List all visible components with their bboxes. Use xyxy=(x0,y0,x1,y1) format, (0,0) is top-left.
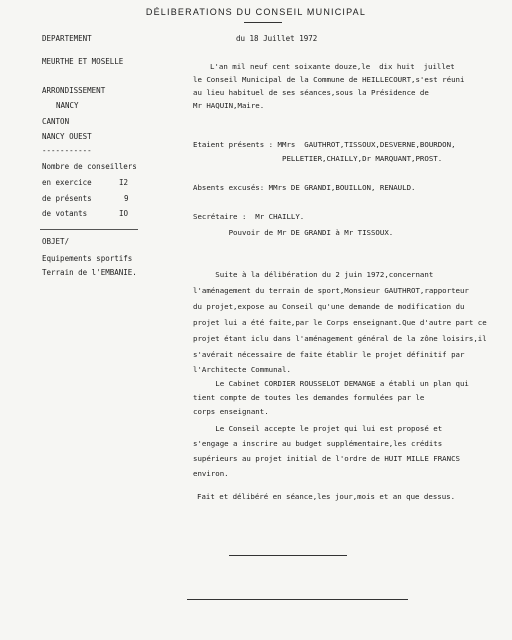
intro-line-4: Mr HAQUIN,Maire. xyxy=(193,101,265,110)
page-title: DÉLIBERATIONS DU CONSEIL MUNICIPAL xyxy=(145,7,367,17)
closing-line: Fait et délibéré en séance,les jour,mois et an que dessus. xyxy=(197,492,456,501)
sidebar-divider xyxy=(40,229,138,230)
intro-line-2: le Conseil Municipal de la Commune de HEILLECOURT,s'est réuni xyxy=(193,75,465,84)
presents-line-1: Etaient présents : MMrs GAUTHROT,TISSOUX,DESVERNE,BOURDON, xyxy=(193,140,456,149)
objet-line-2: Terrain de l'EMBANIE. xyxy=(42,268,137,277)
paragraph3-line-3: supérieurs au projet initial de l'ordre de HUIT MILLE FRANCS xyxy=(193,454,460,463)
paragraph1-line-7: l'Architecte Communal. xyxy=(193,365,291,374)
objet-label: OBJET/ xyxy=(42,237,70,246)
paragraph1-line-1: Suite à la délibération du 2 juin 1972,concernant xyxy=(193,270,434,279)
paragraph3-line-2: s'engage a inscrire au budget supplémentaire,les crédits xyxy=(193,439,443,448)
title-underline xyxy=(244,22,282,23)
intro-line-1: L'an mil neuf cent soixante douze,le dix huit juillet xyxy=(210,62,455,71)
departement-label: DEPARTEMENT xyxy=(42,34,92,43)
departement-value: MEURTHE ET MOSELLE xyxy=(42,57,124,66)
pouvoir-line: Pouvoir de Mr DE GRANDI à Mr TISSOUX. xyxy=(193,228,394,237)
paragraph3-line-4: environ. xyxy=(193,469,229,478)
arrondissement-value: NANCY xyxy=(56,101,79,110)
paragraph3-line-1: Le Conseil accepte le projet qui lui est proposé et xyxy=(193,424,443,433)
count-label-exercice: en exercice xyxy=(42,178,92,187)
separator: ----------- xyxy=(42,146,92,155)
presents-line-2: PELLETIER,CHAILLY,Dr MARQUANT,PROST. xyxy=(193,154,443,163)
count-value-presents: 9 xyxy=(124,194,129,203)
meeting-date: du 18 Juillet 1972 xyxy=(236,34,318,43)
conseillers-heading: Nombre de conseillers xyxy=(42,162,137,171)
canton-value: NANCY OUEST xyxy=(42,132,92,141)
count-label-presents: de présents xyxy=(42,194,92,203)
paragraph1-line-5: projet étant iclu dans l'aménagement général de la zône loisirs,il xyxy=(193,334,487,343)
paragraph2-line-2: tient compte de toutes les demandes formulées par le xyxy=(193,393,425,402)
signature-line-2 xyxy=(187,599,408,600)
count-value-exercice: I2 xyxy=(119,178,129,187)
paragraph1-line-6: s'avérait nécessaire de faite établir le projet définitif par xyxy=(193,350,465,359)
paragraph1-line-2: l'aménagement du terrain de sport,Monsieur GAUTHROT,rapporteur xyxy=(193,286,469,295)
count-label-votants: de votants xyxy=(42,209,88,218)
paragraph2-line-1: Le Cabinet CORDIER ROUSSELOT DEMANGE a établi un plan qui xyxy=(193,379,469,388)
objet-line-1: Equipements sportifs xyxy=(42,254,133,263)
secretaire-line: Secrétaire : Mr CHAILLY. xyxy=(193,212,305,221)
intro-line-3: au lieu habituel de ses séances,sous la Présidence de xyxy=(193,88,429,97)
count-value-votants: IO xyxy=(119,209,129,218)
absents-line: Absents excusés: MMrs DE GRANDI,BOUILLON, RENAULD. xyxy=(193,183,416,192)
arrondissement-label: ARRONDISSEMENT xyxy=(42,86,106,95)
paragraph2-line-3: corps enseignant. xyxy=(193,407,269,416)
signature-line-1 xyxy=(229,555,347,556)
paragraph1-line-3: du projet,expose au Conseil qu'une demande de modification du xyxy=(193,302,465,311)
paragraph1-line-4: projet lui a été faite,par le Corps enseignant.Que d'autre part ce xyxy=(193,318,487,327)
canton-label: CANTON xyxy=(42,117,70,126)
